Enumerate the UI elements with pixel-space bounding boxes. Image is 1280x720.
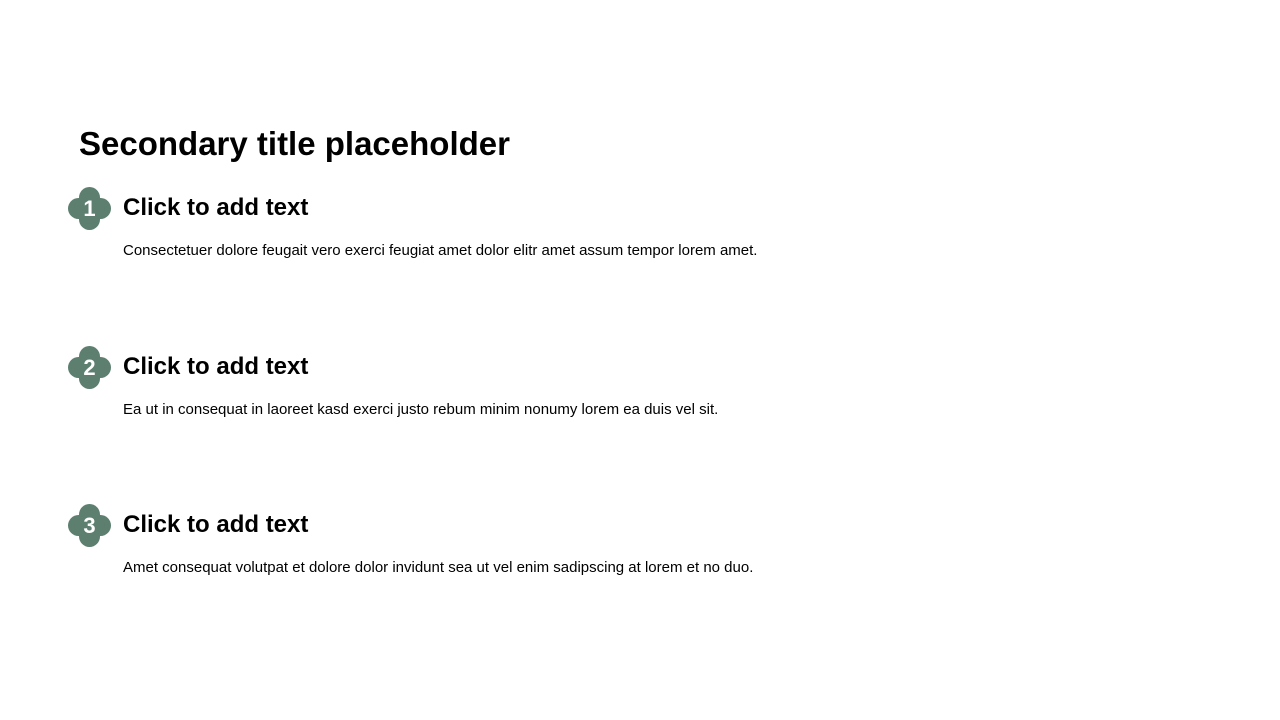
list-item (68, 346, 1068, 446)
number-badge (68, 346, 111, 389)
list-item (68, 187, 1068, 287)
badge-number: 1 (83, 196, 96, 221)
item-heading[interactable]: Click to add text (123, 511, 309, 538)
list-item (68, 504, 1068, 604)
item-body[interactable]: Amet consequat volutpat et dolore dolor invidunt sea ut vel enim sadipscing at lorem et no duo. (123, 559, 754, 576)
item-heading[interactable]: Click to add text (123, 353, 309, 380)
item-heading[interactable]: Click to add text (123, 194, 309, 221)
badge-number: 2 (83, 355, 96, 380)
number-badge (68, 187, 111, 230)
item-body[interactable]: Ea ut in consequat in laoreet kasd exerci justo rebum minim nonumy lorem ea duis vel sit. (123, 401, 719, 418)
number-badge (68, 504, 111, 547)
slide-title[interactable]: Secondary title placeholder (79, 125, 510, 162)
badge-number: 3 (83, 513, 96, 538)
item-body[interactable]: Consectetuer dolore feugait vero exerci feugiat amet dolor elitr amet assum tempor lorem amet. (123, 242, 758, 259)
